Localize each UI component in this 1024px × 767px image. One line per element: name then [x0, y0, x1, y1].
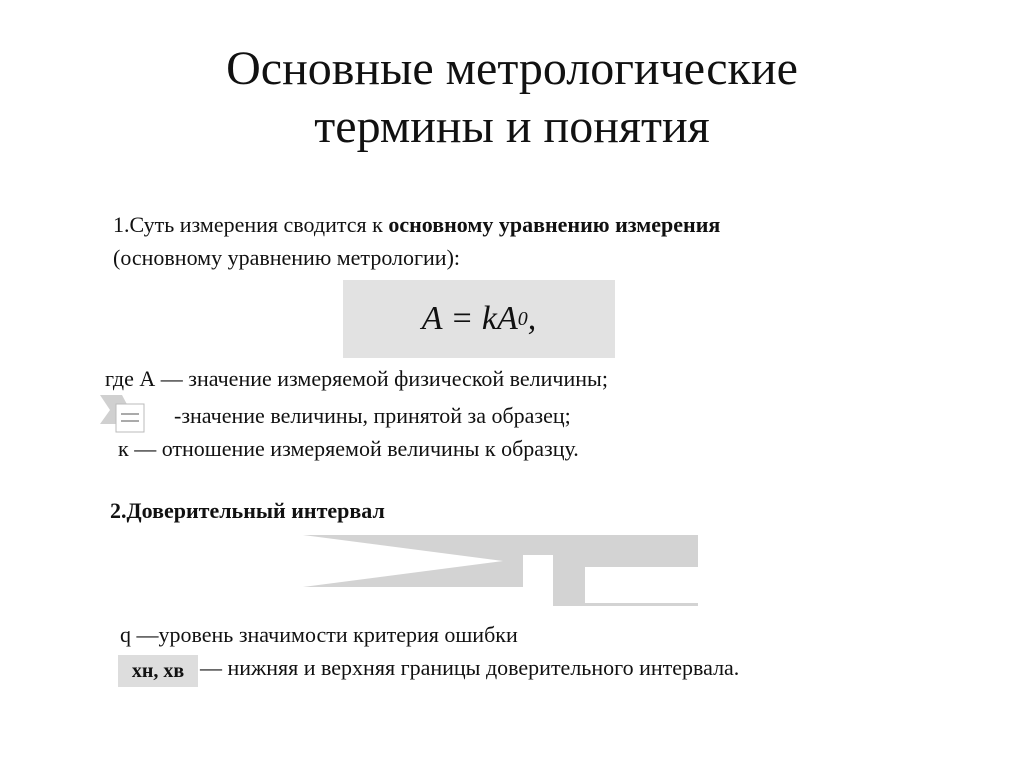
interval-formula-placeholder: [303, 535, 698, 606]
title-line-1: Основные метрологические: [226, 42, 798, 95]
item1-line2: (основному уравнению метрологии):: [113, 245, 461, 270]
where-a: где А — значение измеряемой физической величины;: [105, 366, 608, 391]
formula-lhs: A = kA: [421, 300, 518, 337]
title-line-2: термины и понятия: [314, 100, 710, 153]
bounds-definition: — нижняя и верхняя границы доверительного интервала.: [200, 655, 740, 680]
slide-title: [0, 40, 1024, 156]
formula-tail: ,: [527, 300, 537, 337]
q-definition: q —уровень значимости критерия ошибки: [120, 622, 518, 647]
item1-text: 1.Суть измерения сводится к: [113, 212, 389, 237]
formula-image: [343, 280, 615, 358]
broken-image-icon: [100, 392, 150, 434]
formula-sub: 0: [517, 307, 528, 330]
item1-line1: [113, 212, 720, 238]
where-k: к — отношение измеряемой величины к образцу.: [118, 436, 579, 461]
bounds-symbols-image: xн, xв: [118, 655, 198, 687]
item2-heading: 2.Доверительный интервал: [110, 498, 385, 523]
item1-bold: основному уравнению измерения: [388, 212, 721, 237]
where-a0: -значение величины, принятой за образец;: [174, 403, 571, 428]
